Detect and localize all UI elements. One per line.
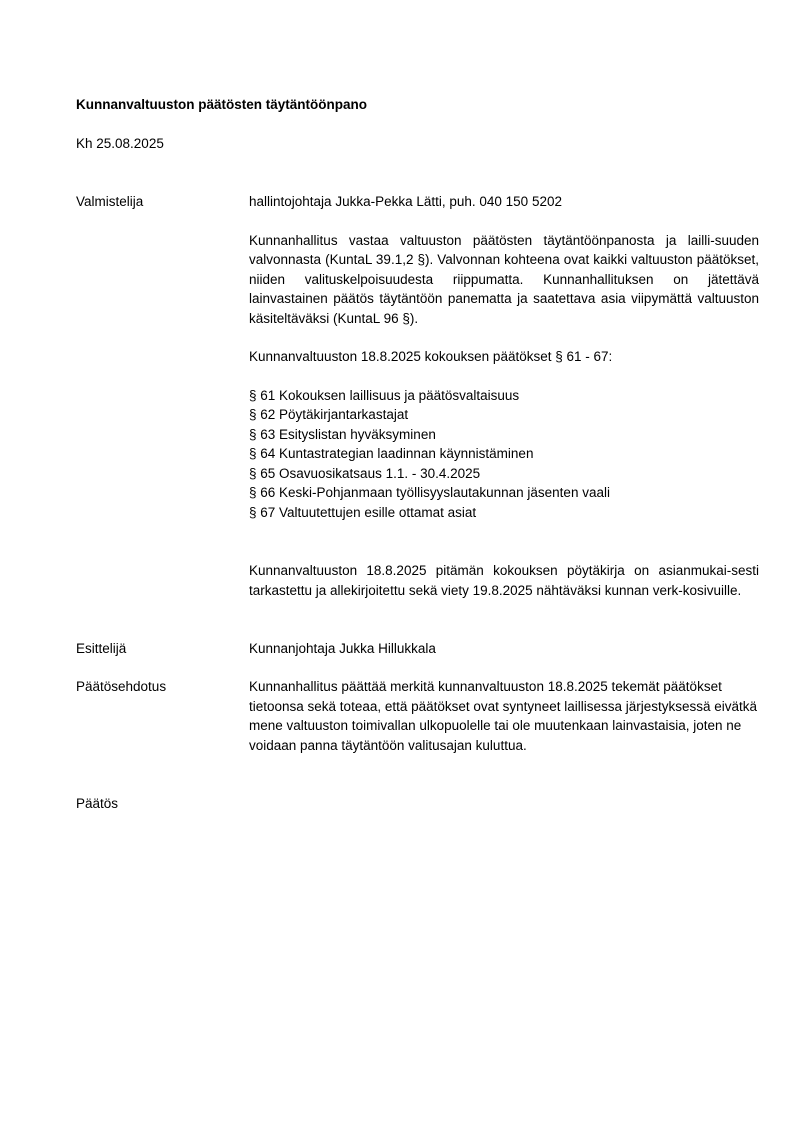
label-valmistelija: Valmistelija: [76, 194, 144, 209]
responsibility-paragraph: Kunnanhallitus vastaa valtuuston päätösten täytäntöönpanosta ja lailli-suuden valvonnasta (KuntaL 39.1,2 §). Valvonnan kohteena ovat kaikki valtuuston päätökset, niiden valituskelpoisuudesta riippumatta. Kunnanhallituksen on jätettävä lainvastainen päätös täytäntöön panematta ja saatettava asia viipymättä valtuuston käsiteltäväksi (KuntaL 96 §).: [249, 232, 759, 326]
decision-item: § 61 Kokouksen laillisuus ja päätösvaltaisuus: [249, 387, 520, 403]
decision-list: [249, 386, 759, 523]
decision-item: § 65 Osavuosikatsaus 1.1. - 30.4.2025: [249, 465, 481, 481]
decision-item: § 67 Valtuutettujen esille ottamat asiat: [249, 504, 477, 520]
section-valmistelija: [249, 192, 759, 600]
label-paatosehdotus: Päätösehdotus: [76, 679, 167, 694]
decision-item: § 62 Pöytäkirjantarkastajat: [249, 407, 409, 422]
decision-item: § 64 Kuntastrategian laadinnan käynnistäminen: [249, 446, 534, 461]
label-esittelija: Esittelijä: [76, 641, 127, 656]
decision-proposal: Kunnanhallitus päättää merkitä kunnanvaltuuston 18.8.2025 tekemät päätökset tietoonsa sekä toteaa, että päätökset ovat syntyneet laillisessa järjestyksessä eivätkä mene valtuuston toimivallan ulkopuolelle tai ole muutenkaan lainvastaisia, joten ne voidaan panna täytäntöön valitusajan kuluttua.: [249, 679, 758, 753]
decision-item: § 66 Keski-Pohjanmaan työllisyyslautakunnan jäsenten vaali: [249, 485, 610, 500]
decisions-intro: Kunnanvaltuuston 18.8.2025 kokouksen päätökset § 61 - 67:: [249, 349, 613, 364]
presenter-name: Kunnanjohtaja Jukka Hillukkala: [249, 641, 436, 656]
label-paatos: Päätös: [76, 796, 119, 811]
minutes-paragraph: Kunnanvaltuuston 18.8.2025 pitämän kokouksen pöytäkirja on asianmukai-sesti tarkastettu ja allekirjoitettu sekä viety 19.8.2025 nähtäväksi kunnan verk-kosivuille.: [249, 563, 759, 598]
meeting-reference: Kh 25.08.2025: [76, 136, 164, 151]
preparer-line: hallintojohtaja Jukka-Pekka Lätti, puh. 040 150 5202: [249, 194, 562, 209]
document-title: Kunnanvaltuuston päätösten täytäntöönpano: [76, 97, 368, 112]
decision-item: § 63 Esityslistan hyväksyminen: [249, 426, 436, 442]
